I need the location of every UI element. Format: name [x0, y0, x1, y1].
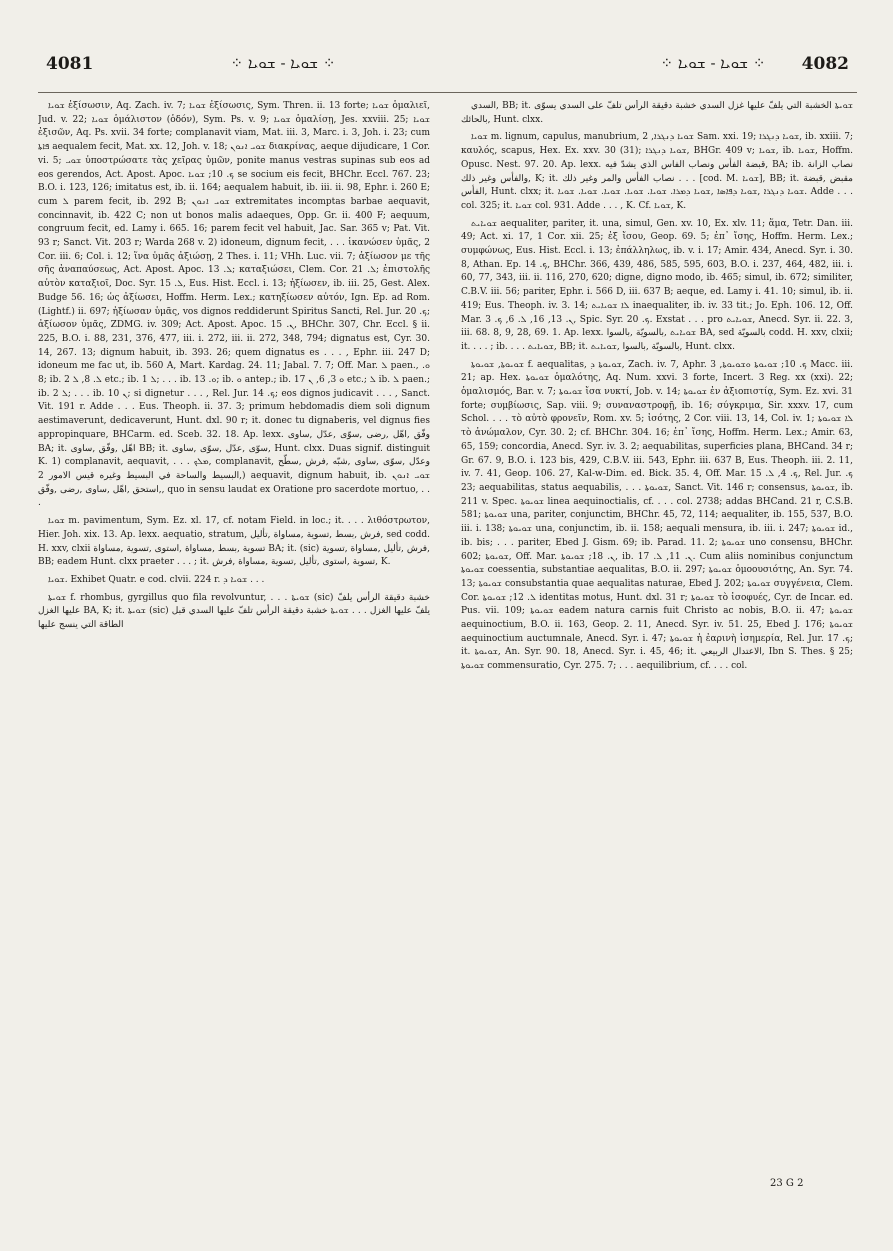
running-head-right: ⁘ ܫܘܝܐ - ܫܘܝܐ ⁘ [660, 54, 766, 72]
page-number-left: 4081 [46, 54, 94, 74]
entry-paragraph: ܫܘܝܬܐ f. rhombus, gyrgillus quo fila revolvuntur, . . . ܫܘܝܬܐ (sic) خشبة دقيقة الرأس يلفّ عليها الغزل BA, K; it. ܫܘܝܬܐ (sic) يلفّ عليها الغزل . . . ܫܘܝܬܐ خشبة دقيقة الرأس تلفّ عليها السدي قبل الطاقة التي ينسج عليها [38, 592, 430, 631]
entry-paragraph: ܫܘܝܐܝܬ aequaliter, pariter, it. una, simul, Gen. xv. 10, Ex. xlv. 11; ἅμα, Tetr. Dan. iii. 49; Act. xi. 17, 1 Cor. xii. 25; ἐξ ἴσου, Geop. 69. 5; ἐπ᾽ ἴσης, Hoffm. Herm. Lex.; συμφώνως, Eus. Hist. Eccl. i. 13; ἐπάλληλως, ib. v. i. 17; Amir. 434, Aneсd. Syr. i. 30. 8, Athan. Ep. ܟ. 14, BHChr. 366, 439, 486, 585, 595, 603, B.O. i. 237, 464, 482, iii. i. 60, 77, 343, iii. ii. 116, 270, 620; digne, digno modo, ib. 465; simul, ib. 672; similiter, C.B.V. iii. 56; pariter, Ephr. i. 566 D, iii. 637 B; aeque, ed. Lamy i. 41. 10; simul, ib. ii. 419; Eus. Theoph. iv. 3. 14; ܠܐ ܫܘܝܐܝܬ inaequaliter, ib. iv. 33 tit.; Jo. Eph. 106. 12, Off. Mar. ܢ. 13, 16, ܠ. 6, ܟ. 3, Spic. Syr. ܟ. 20. Exstat . . . pro ܫܘܝܐܝܬ, Aneсd. Syr. ii. 22. 3, iii. 68. 8, 9, 28, 69. 1. Ap. lexx. ܫܘܝܐܝܬ ,بالسويّة ,بالسوا BA, sed بالسويّة codd. H. xxv, clxii; it. . . . ; ib. . . . ܫܘܝܐܝܬ, BB; it. بالسويّة ,بالسوا ,ܫܘܝܐܝܬ, Hunt. clxx. [461, 218, 853, 352]
page-header [38, 48, 857, 93]
right-column [461, 100, 853, 1175]
entry-paragraph: السدي, BB; it. ܫܘܝܬܐ الخشبة التي يلفّ عليها غزل السدي خشبة دقيقة الرأس تلفّ على السدي يسوّى بالحائك, Hunt. clxx. [461, 101, 853, 125]
signature-mark: 23 G 2 [770, 1178, 804, 1189]
entry-paragraph: ܫܘܝܐ. Exhibet Quatr. e cod. clvii. 224 r. ܫܘܝܐ ܕ . . . [48, 574, 265, 585]
entry-paragraph: ܫܘܝܐ ἐξίσωσιν, Aq. Zach. iv. 7; ܫܘܝܐ ἐξίσωσις, Sym. Thren. ii. 13 forte; ܫܘܝܐ ὁμαλιεῖ, Jud. v. 22; ܫܘܝܐ ὁμάλιστον (ὁδόν), Sym. Ps. v. 9; ܫܘܝܐ ὁμαλίσῃ, Jes. xxviii. 25; ܫܘܝܐ ἐξισῶν, Aq. Ps. xvii. 34 forte; complanavit viam, Mat. iii. 3, Marc. i. 3, Joh. i. 23; cum ܦܐܬܐ aequalem fecit, Mat. xx. 12, Joh. v. 18; ܫܘܝ ܐܢܘܢ διακρίνας, aeque dijudicare, 1 Cor. vi. 5; ܫܘܝ ὑποστρώσατε τὰς χεῖρας ὑμῶν, ponite manus vestras supinas sub eos ad eos gerendos, Act. Apost. Apoc. ܟ. 10; ܫܘܝܐ se socium eis fecit, BHChr. Eccl. 767. 23; B.O. i. 123, 126; imitatus est, ib. ii. 164; aequalem habuit, ib. iii. ii. 98, Ephr. i. 260 E; cum ܠ parem fecit, ib. 292 B; ܫܘܝ ܐܢܘܢ extremitates incomptas barbae aequavit, concinnavit, ib. 422 C; non ut bonos malis adaeques, Opp. Gr. ii. 400 F; aequum, congruum fecit, ed. Lamy i. 665. 16; parem fecit vel habuit, Jac. Sar. 365 v; Pat. Vit. 93 r; Sanct. Vit. 203 r; Warda 268 v. 2) idoneum, dignum fecit, . . . ἱκανώσεν ὑμᾶς, 2 Cor. iii. 6; Col. i. 12; ἵνα ὑμᾶς ἀξιώσῃ, 2 Thes. i. 11; VHh. Luc. vii. 7; ἀξίωσον με τῆς σῆς ἀναπαύσεως, Act. Apost. Apoc. ܠ. 13; καταξιώσει, Clem. Cor. ܠ. 21; ἐπιστολῆς αὐτὸν καταξιοῖ, Doc. Syr. ܠ. 15, Eus. Hist. Eccl. i. 13; ἠξίωσεν, ib. iii. 25, Gest. Alex. Budge 56. 16; ὡς ἀξίωσει, Hoffm. Herm. Lex.; κατηξίωσεν αὐτόν, Ign. Ep. ad Rom. (Lightf.) ii. 697; ἠξίωσαν ὑμᾶς, vos dignos reddiderunt Spiritus Sancti, Rel. Jur. ܟ. 20; ἀξίωσον ὑμᾶς, ZDMG. iv. 309; Act. Apost. Apoc. ܢ. 15, BHChr. 307, Chr. Eccl. § ii. 225, B.O. i. 88, 231, 376, 477, iii. i. 272, iii. ii. 272, 348, 794; dignatus est, Cyr. 30. 14, 267. 13; dignum habuit, ib. 393. 26; quem dignatus es . . . , Ephr. iii. 247 D; idoneum me fac ut, ib. 560 A, Mart. Kardag. 24. 11; Jabal. 7. 7; Off. Mar. ܠ paen., ܘ. 8; ib. ܠ. 8, ܠ 2 etc.; ib. ܠ 1; . . . ib. ܘ. 13; ib. ܘ antep.; ib. ܘ 3, 6, ܢ 17 etc.; ܠ ib. ܠ paen.; ib. ܠ 2; . . . ib. ܢ 10; si dignetur . . . , Rel. Jur. ܟ. 14; eos dignos judicavit . . . , Sanct. Vit. 191 r. Adde . . . Eus. Theoph. ii. 37. 3; primum hebdomadis diem soli dignum aestimaverunt, dedicaverunt, Hunt. dxl. 90 r; it. donec tu dignaberis, vel dignus fies appropinquare, BHCarm. ed. Sceb. 32. 18. Ap. lexx. وفّق ,اهّل ,رضى ,سوّى ,عدّل ,ساوى BA; it. اهّل ,وفّق ,ساوى BB; it. سوّى ,عدّل ,سوّى ,ساوى, Hunt. clxx. Duas signif. distinguit K. 1) complanavit, aequavit, . . . ܡܠܟ, complanavit, وعدّل ,سوّى ,ساوى ,شبّه ,فرش ,سطّح ,البسيط والساحة في البسيط وغيره قيس الامور 2) aequavit, dignum habuit, ib. ܫܘܝ ܐܢܘܢ ,استحق ,اهّل ,ساوى ,رضى ,وفّق, quo in sensu laudat ex Oratione pro sacerdote mortuo, . . . [38, 101, 430, 509]
running-head-left: ⁘ ܫܘܝܐ - ܫܘܝܐ ⁘ [230, 54, 336, 72]
left-column [38, 100, 430, 1175]
entry-paragraph: ܫܘܝܐ m. pavimentum, Sym. Ez. xl. 17, cf. notam Field. in loc.; it. . . . λιθόστρωτον, Hier. Joh. xix. 13. Ap. lexx. aequatio, stratum, فرش ,بسط ,تسوية ,مساواة ,تأليل, sed codd. H. xxv, clxii تسوية ,بسط ,مساواة ,استوى ,تسوية ,مساواة BA; it. (sic) فرش ,تأليل ,مساواة ,تسوية, BB; eadem Hunt. clxx praeter . . . ; it. تسوية ,استوى ,تأليل ,تسوية ,مساواة ,فرش, K. [38, 516, 430, 568]
entry-paragraph: ܫܘܝܘܬܐ, ܫܘܝܘܬܐ f. aequalitas, ܫܘܝܘܬܐ ܕ, Zach. iv. 7, Aphr. ܟ. 10; ܫܘܝܘܬܐ ܘܫܘܝܘܬܐ, 3 Macc. iii. 21; ap. Hex. ܫܘܝܘܬܐ ὁμαλότης, Aq. Num. xxvi. 3 forte, Incert. 3 Reg. xx (xxi). 22; ὁμαλισμός, Bar. v. 7; ܫܘܝܘܬܐ ἴσα νυκτί, Job. v. 14; ܫܘܝܘܬܐ ἐν ἀξιοπιστίᾳ, Sym. Ez. xvi. 31 forte; συμβίωσις, Sap. viii. 9; συναναστροφῇ, ib. 16; σύγκριμα, Sir. xxxv. 17, cum Schol. . . . τὸ αὐτὸ φρονεῖν, Rom. xv. 5; ἰσότης, 2 Cor. viii. 13, 14, Col. iv. 1; ܠܐ ܫܘܝܘܬܐ τὸ ἀνώμαλον, Cyr. 30. 2; cf. BHChr. 304. 16; ἐπ᾽ ἴσης, Hoffm. Herm. Lex.; Amir. 63, 65, 159; concordia, Aneсd. Syr. iv. 3. 2; aequabilitas, superficies plana, BHCand. 34 r; Gr. 67. 9, B.O. i. 123 bis, 429, C.B.V. iii. 543, Ephr. iii. 637 B, Eus. Theoph. iii. 2. 11, iv. 7. 41, Geop. 106. 27, Kal-w-Dim. ed. Bick. 35. 4, Off. Mar. ܟ. 4, ܠ. 15, Rel. Jur. ܟ. 23; aequabilitas, status aequabilis, . . . ܫܘܝܘܬܐ, Sanct. Vit. 146 r; consensus, ܫܘܝܘܬܐ, ib. 211 v. Spec. ܫܘܝܘܬܐ linea aequinoctialis, cf. . . . col. 2738; addas BHCand. 21 r, C.S.B. 581; ܫܘܝܘܬܐ una, pariter, conjunctim, BHChr. 45, 72, 114; aequaliter, ib. 155, 537, B.O. iii. i. 138; ܫܘܝܘܬܐ una, conjunctim, ib. ii. 158; aequali mensura, ib. iii. i. 247; ܫܘܝܘܬܐ id., ib. bis; . . . pariter, Ebed J. Gism. 69; ib. Parad. 11. 2; ܫܘܝܘܬܐ uno consensu, BHChr. 602; ܫܘܝܘܬܐ, Off. Mar. ܢ. 18; ܫܘܝܘܬܐ, ib. ܢ. 11, ܠ. 17. Cum aliis nominibus conjunctum ܫܘܝܘܬܐ coessentia, substantiae aequalitas, B.O. ii. 297; ܫܘܝܘܬܐ ὁμοουσιότης, An. Syr. 74. 13; ܫܘܝܘܬܐ consubstantia quae aequalitas naturae, Ebed J. 202; ܫܘܝܘܬܐ συγγένεια, Clem. Cor. ܠ. 12; ܫܘܝܘܬܐ identitas motus, Hunt. dxl. 31 r; ܫܘܝܘܬܐ τὸ ἰσοφυές, Cyr. de Incar. ed. Pus. vii. 109; ܫܘܝܘܬܐ eadem natura carnis fuit Christo ac nobis, B.O. ii. 47; ܫܘܝܘܬܐ aequinoctium, B.O. ii. 163, Geop. 2. 11, Aneсd. Syr. iv. 51. 25, Ebed J. 176; ܫܘܝܘܬܐ aequinoctium auctumnale, Aneсd. Syr. i. 47; ܫܘܝܘܬܐ ἡ ἐαρινὴ ἰσημερία, Rel. Jur. ܟ. 17; it. ܫܘܝܘܬܐ, An. Syr. 90. 18, Aneсd. Syr. i. 45, 46; it. الاعتدال الربيعي, Ibn S. Thes. § 25; ܫܘܝܘܬܐ commensuratio, Cyr. 275. 7; . . . aequilibrium, cf. . . . col. [461, 359, 853, 672]
page-number-right: 4082 [801, 54, 849, 74]
entry-paragraph: ܫܘܝܐ m. lignum, capulus, manubrium, ܫܘܝܐ ܕܢܓܪܐ, 2 Sam. xxi. 19; ܫܘܝܐ ܕܢܓܪܐ, ib. xxiii. 7; καυλός, scapus, Hex. Ex. xxv. 30 (31); ܫܘܝܐ ܕܢܓܪܐ, BHGr. 409 v; ܫܘܝܐ, ib. ܫܘܝܐ, Hoffm. Opusc. Nest. 97. 20. Ap. lexx. قبضة الفأس ونصاب الفاس الذي يشدّ فيه, BA; ib. نصاب الزانة والفأس وغير ذلك, K; it. نصاب الفأس والمر وغير ذلك . . . [cod. M. ܫܘܝܐ], BB; it. مقبض ,قبضة الفأس, Hunt. clxx; it. ܫܘܝܐ ܕܢܓܪܐ ,ܫܘܝܐ ܕܦܐܣܐ ,ܫܘܝܐ ܕܡܪܐ. ܫܘܝܐ. ܫܘܝܐ. ܫܘܝܐ. ܫܘܝܐ. ܫܘܝܐ. Adde . . . col. 325; it. ܫܘܝܐ col. 931. Adde . . . , K. Cf. ܫܘܝܐ, K. [461, 132, 853, 211]
